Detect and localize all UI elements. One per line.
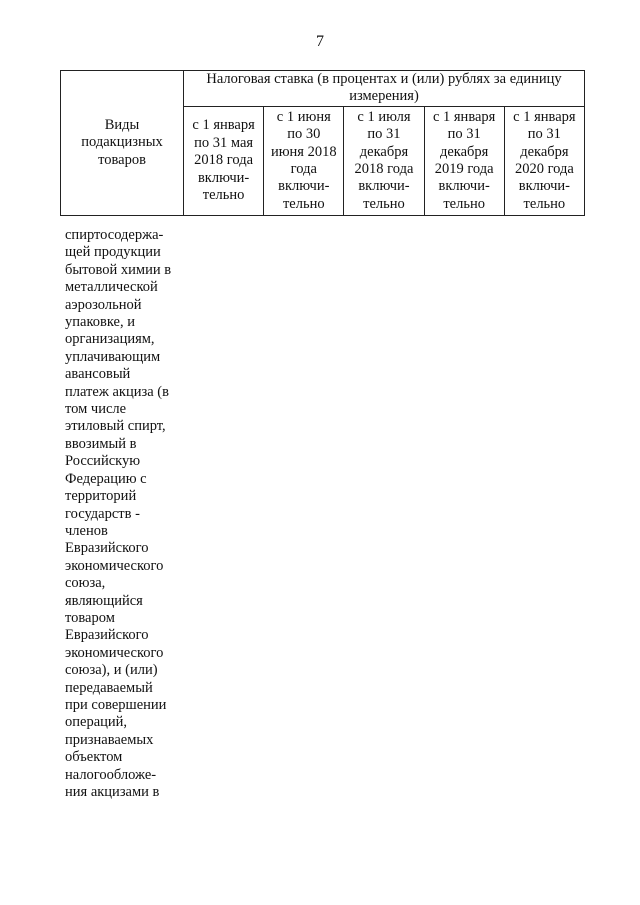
period-label: с 1 января по 31 мая 2018 года включи- тельно (192, 117, 255, 204)
period-header-5 (504, 106, 584, 215)
period-header-2 (264, 106, 344, 215)
table-header-row (61, 71, 585, 107)
page-number: 7 (316, 33, 324, 50)
period-header-3 (344, 106, 424, 215)
tax-rate-table-header (60, 70, 585, 216)
period-label: с 1 июня по 30 июня 2018 года включи- тельно (270, 108, 337, 212)
period-label: с 1 января по 31 декабря 2020 года включи- тельно (513, 108, 576, 212)
excise-goods-kinds-header (61, 71, 184, 216)
period-header-1 (184, 106, 264, 215)
tax-rate-header (184, 71, 585, 107)
goods-description-text: спиртосодержа- щей продукции бытовой химии в металлической аэрозольной упаковке, и организациям, уплачивающим авансовый платеж акциза (в том числе этиловый спирт, ввозимый в Российскую Федерацию с территорий государств - членов Евразийского экономического союза, являющийся товаром Евразийского экономического союза), и (или) передаваемый при совершении операций, признаваемых объектом налогообложе- ния акцизами в (65, 227, 172, 800)
tax-rate-label: Налоговая ставка (в процентах и (или) рублях за единицу измерения) (206, 71, 562, 105)
period-label: с 1 июля по 31 декабря 2018 года включи- тельно (354, 108, 414, 212)
period-header-4 (424, 106, 504, 215)
excise-goods-kinds-label: Виды подакцизных товаров (81, 116, 163, 168)
period-label: с 1 января по 31 декабря 2019 года включи- тельно (432, 108, 496, 212)
